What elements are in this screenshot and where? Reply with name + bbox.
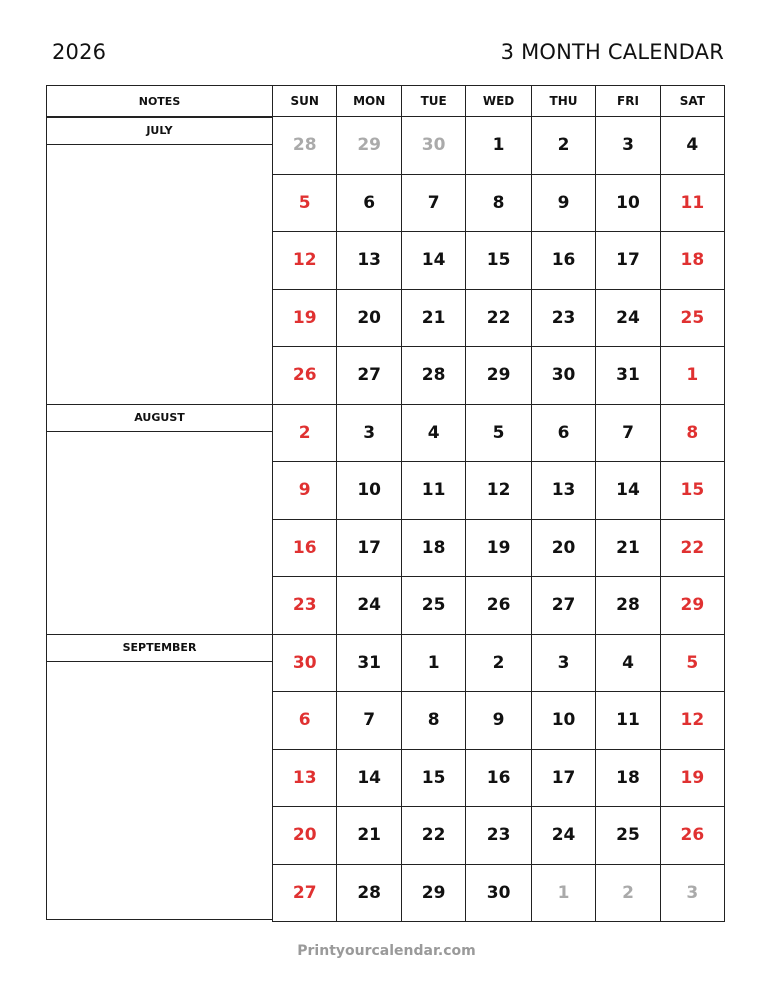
- calendar-title: 3 MONTH CALENDAR: [500, 40, 724, 64]
- day-cell[interactable]: 13: [273, 749, 337, 807]
- week-row: [273, 807, 725, 865]
- day-cell[interactable]: 17: [337, 519, 401, 577]
- day-cell[interactable]: 22: [660, 519, 724, 577]
- day-cell[interactable]: 20: [273, 807, 337, 865]
- notes-block-july[interactable]: [47, 117, 272, 404]
- day-cell[interactable]: 6: [273, 692, 337, 750]
- week-row: [273, 519, 725, 577]
- day-cell[interactable]: 29: [660, 577, 724, 635]
- day-cell[interactable]: 28: [401, 347, 465, 405]
- notes-column: [46, 85, 272, 920]
- day-cell[interactable]: 12: [273, 232, 337, 290]
- day-cell[interactable]: 16: [273, 519, 337, 577]
- day-cell[interactable]: 24: [531, 807, 595, 865]
- day-cell[interactable]: 9: [466, 692, 531, 750]
- day-cell[interactable]: 29: [337, 117, 401, 175]
- day-cell[interactable]: 29: [466, 347, 531, 405]
- day-cell[interactable]: 19: [466, 519, 531, 577]
- day-cell[interactable]: 21: [401, 289, 465, 347]
- day-cell[interactable]: 17: [531, 749, 595, 807]
- day-cell[interactable]: 1: [401, 634, 465, 692]
- day-cell[interactable]: 17: [596, 232, 660, 290]
- day-cell[interactable]: 21: [596, 519, 660, 577]
- day-cell[interactable]: 15: [401, 749, 465, 807]
- week-row: [273, 347, 725, 405]
- calendar-grid: [46, 85, 725, 920]
- day-cell[interactable]: 20: [337, 289, 401, 347]
- day-cell[interactable]: 24: [596, 289, 660, 347]
- day-cell[interactable]: 9: [273, 462, 337, 520]
- day-cell[interactable]: 14: [401, 232, 465, 290]
- day-cell[interactable]: 13: [531, 462, 595, 520]
- day-cell[interactable]: 22: [466, 289, 531, 347]
- day-cell[interactable]: 30: [466, 864, 531, 922]
- day-cell[interactable]: 18: [660, 232, 724, 290]
- notes-block-september[interactable]: [47, 634, 272, 920]
- week-row: [273, 749, 725, 807]
- day-cell[interactable]: 23: [466, 807, 531, 865]
- day-cell[interactable]: 19: [660, 749, 724, 807]
- day-cell[interactable]: 9: [531, 174, 595, 232]
- day-cell[interactable]: 25: [401, 577, 465, 635]
- week-row: [273, 577, 725, 635]
- day-cell[interactable]: 2: [466, 634, 531, 692]
- day-cell[interactable]: 29: [401, 864, 465, 922]
- day-cell[interactable]: 27: [531, 577, 595, 635]
- day-cell[interactable]: 12: [466, 462, 531, 520]
- day-cell[interactable]: 11: [401, 462, 465, 520]
- day-cell[interactable]: 1: [531, 864, 595, 922]
- day-cell[interactable]: 13: [337, 232, 401, 290]
- day-cell[interactable]: 3: [596, 117, 660, 175]
- day-cell[interactable]: 25: [596, 807, 660, 865]
- day-cell[interactable]: 8: [660, 404, 724, 462]
- day-cell[interactable]: 10: [596, 174, 660, 232]
- day-cell[interactable]: 10: [531, 692, 595, 750]
- day-cell[interactable]: 12: [660, 692, 724, 750]
- day-cell[interactable]: 31: [596, 347, 660, 405]
- day-cell[interactable]: 1: [466, 117, 531, 175]
- day-cell[interactable]: 7: [401, 174, 465, 232]
- day-cell[interactable]: 22: [401, 807, 465, 865]
- day-cell[interactable]: 28: [337, 864, 401, 922]
- day-cell[interactable]: 7: [337, 692, 401, 750]
- day-cell[interactable]: 24: [337, 577, 401, 635]
- day-cell[interactable]: 15: [660, 462, 724, 520]
- notes-header: NOTES: [47, 86, 272, 117]
- day-cell[interactable]: 2: [596, 864, 660, 922]
- day-cell[interactable]: 26: [273, 347, 337, 405]
- weekday-fri: FRI: [596, 86, 660, 117]
- day-cell[interactable]: 28: [596, 577, 660, 635]
- week-row: [273, 692, 725, 750]
- week-row: [273, 232, 725, 290]
- day-cell[interactable]: 23: [273, 577, 337, 635]
- day-cell[interactable]: 10: [337, 462, 401, 520]
- day-cell[interactable]: 30: [531, 347, 595, 405]
- day-cell[interactable]: 30: [401, 117, 465, 175]
- calendar-body: [273, 117, 725, 922]
- weekday-sat: SAT: [660, 86, 724, 117]
- day-cell[interactable]: 19: [273, 289, 337, 347]
- day-cell[interactable]: 2: [531, 117, 595, 175]
- weekday-thu: THU: [531, 86, 595, 117]
- month-label-september: SEPTEMBER: [47, 635, 272, 662]
- day-cell[interactable]: 18: [401, 519, 465, 577]
- week-row: [273, 864, 725, 922]
- day-cell[interactable]: 20: [531, 519, 595, 577]
- day-cell[interactable]: 11: [596, 692, 660, 750]
- day-cell[interactable]: 3: [531, 634, 595, 692]
- day-cell[interactable]: 26: [660, 807, 724, 865]
- day-cell[interactable]: 18: [596, 749, 660, 807]
- week-row: [273, 462, 725, 520]
- week-row: [273, 117, 725, 175]
- month-label-july: JULY: [47, 118, 272, 145]
- weekday-sun: SUN: [273, 86, 337, 117]
- day-cell[interactable]: 23: [531, 289, 595, 347]
- day-cell[interactable]: 14: [337, 749, 401, 807]
- notes-block-august[interactable]: [47, 404, 272, 634]
- day-cell[interactable]: 16: [466, 749, 531, 807]
- weekday-tue: TUE: [401, 86, 465, 117]
- day-cell[interactable]: 2: [273, 404, 337, 462]
- month-label-august: AUGUST: [47, 405, 272, 432]
- day-cell[interactable]: 5: [466, 404, 531, 462]
- week-row: [273, 289, 725, 347]
- week-row: [273, 174, 725, 232]
- day-cell[interactable]: 6: [531, 404, 595, 462]
- day-cell[interactable]: 8: [466, 174, 531, 232]
- day-cell[interactable]: 4: [401, 404, 465, 462]
- day-cell[interactable]: 15: [466, 232, 531, 290]
- day-cell[interactable]: 31: [337, 634, 401, 692]
- weekday-header-row: [273, 86, 725, 117]
- day-cell[interactable]: 14: [596, 462, 660, 520]
- footer-site: Printyourcalendar.com: [297, 943, 476, 959]
- calendar-table: [272, 85, 725, 922]
- day-cell[interactable]: 1: [660, 347, 724, 405]
- day-cell[interactable]: 4: [660, 117, 724, 175]
- day-cell[interactable]: 6: [337, 174, 401, 232]
- day-cell[interactable]: 30: [273, 634, 337, 692]
- day-cell[interactable]: 11: [660, 174, 724, 232]
- year-title: 2026: [52, 40, 107, 64]
- day-cell[interactable]: 28: [273, 117, 337, 175]
- day-cell[interactable]: 5: [660, 634, 724, 692]
- day-cell[interactable]: 21: [337, 807, 401, 865]
- day-cell[interactable]: 5: [273, 174, 337, 232]
- day-cell[interactable]: 27: [337, 347, 401, 405]
- day-cell[interactable]: 26: [466, 577, 531, 635]
- weekday-wed: WED: [466, 86, 531, 117]
- week-row: [273, 404, 725, 462]
- week-row: [273, 634, 725, 692]
- day-cell[interactable]: 16: [531, 232, 595, 290]
- day-cell[interactable]: 3: [337, 404, 401, 462]
- day-cell[interactable]: 8: [401, 692, 465, 750]
- day-cell[interactable]: 3: [660, 864, 724, 922]
- day-cell[interactable]: 7: [596, 404, 660, 462]
- weekday-mon: MON: [337, 86, 401, 117]
- day-cell[interactable]: 25: [660, 289, 724, 347]
- day-cell[interactable]: 4: [596, 634, 660, 692]
- day-cell[interactable]: 27: [273, 864, 337, 922]
